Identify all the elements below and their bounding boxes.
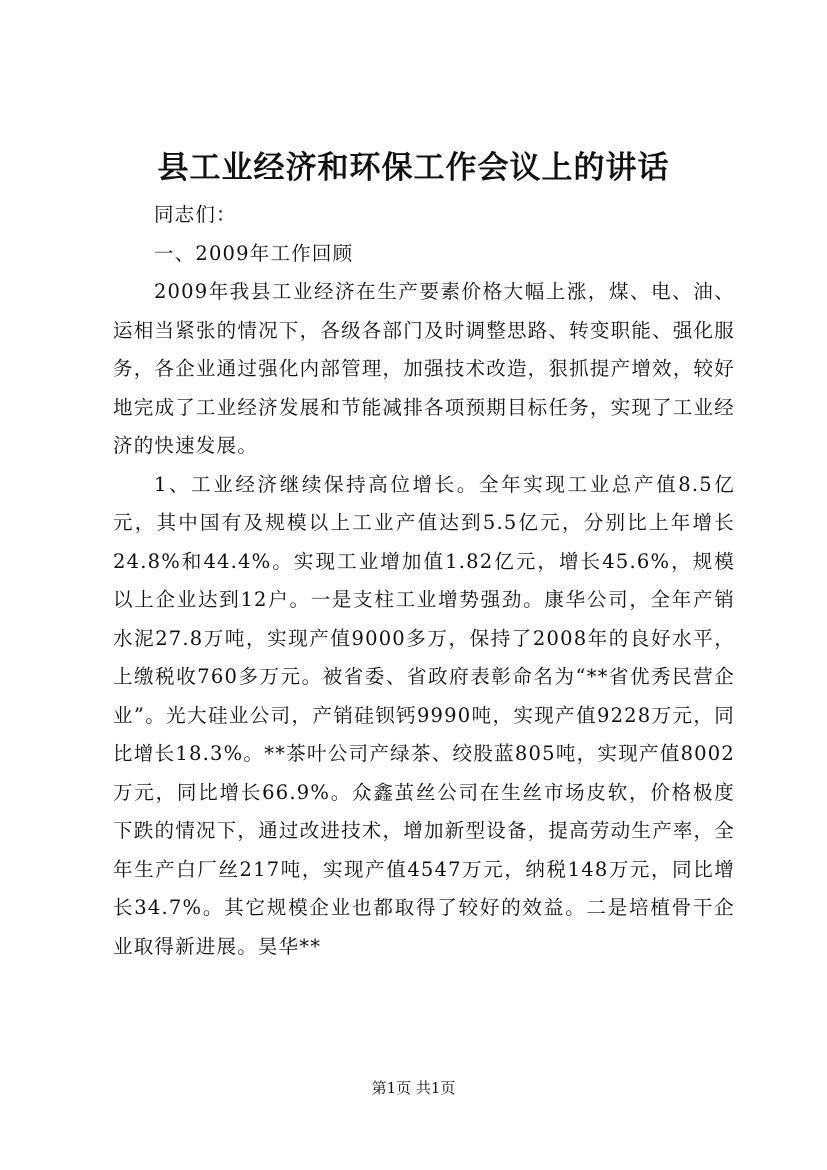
salutation-paragraph: 同志们： — [153, 203, 237, 226]
body-paragraph: 2009年我县工业经济在生产要素价格大幅上涨，煤、电、油、运相当紧张的情况下，各级各部门及时调整思路、转变职能、强化服务，各企业通过强化内部管理，加强技术改造，狠抓提产增效，较好地完成了工业经济发展和节能减排各项预期目标任务，实现了工业经济的快速发展。 — [113, 280, 735, 457]
section-heading: 一、2009年工作回顾 — [153, 241, 354, 265]
document-body — [113, 196, 735, 966]
body-paragraph: 1、工业经济继续保持高位增长。全年实现工业总产值8.5亿元，其中国有及规模以上工业产值达到5.5亿元，分别比上年增长24.8%和44.4%。实现工业增加值1.82亿元，增长45.6%，规模以上企业达到12户。一是支柱工业增势强劲。康华公司，全年产销水泥27.8万吨，实现产值9000多万，保持了2008年的良好水平，上缴税收760多万元。被省委、省政府表彰命名为“**省优秀民营企业”。光大硅业公司，产销硅钡钙9990吨，实现产值9228万元，同比增长18.3%。**茶叶公司产绿茶、绞股蓝805吨，实现产值8002万元，同比增长66.9%。众鑫茧丝公司在生丝市场皮软，价格极度下跌的情况下，通过改进技术，增加新型设备，提高劳动生产率，全年生产白厂丝217吨，实现产值4547万元，纳税148万元，同比增长34.7%。其它规模企业也都取得了较好的效益。二是培植骨干企业取得新进展。昊华** — [113, 472, 735, 958]
page-footer: 第1页 共1页 — [371, 1079, 456, 1097]
document-title: 县工业经济和环保工作会议上的讲话 — [157, 150, 670, 186]
